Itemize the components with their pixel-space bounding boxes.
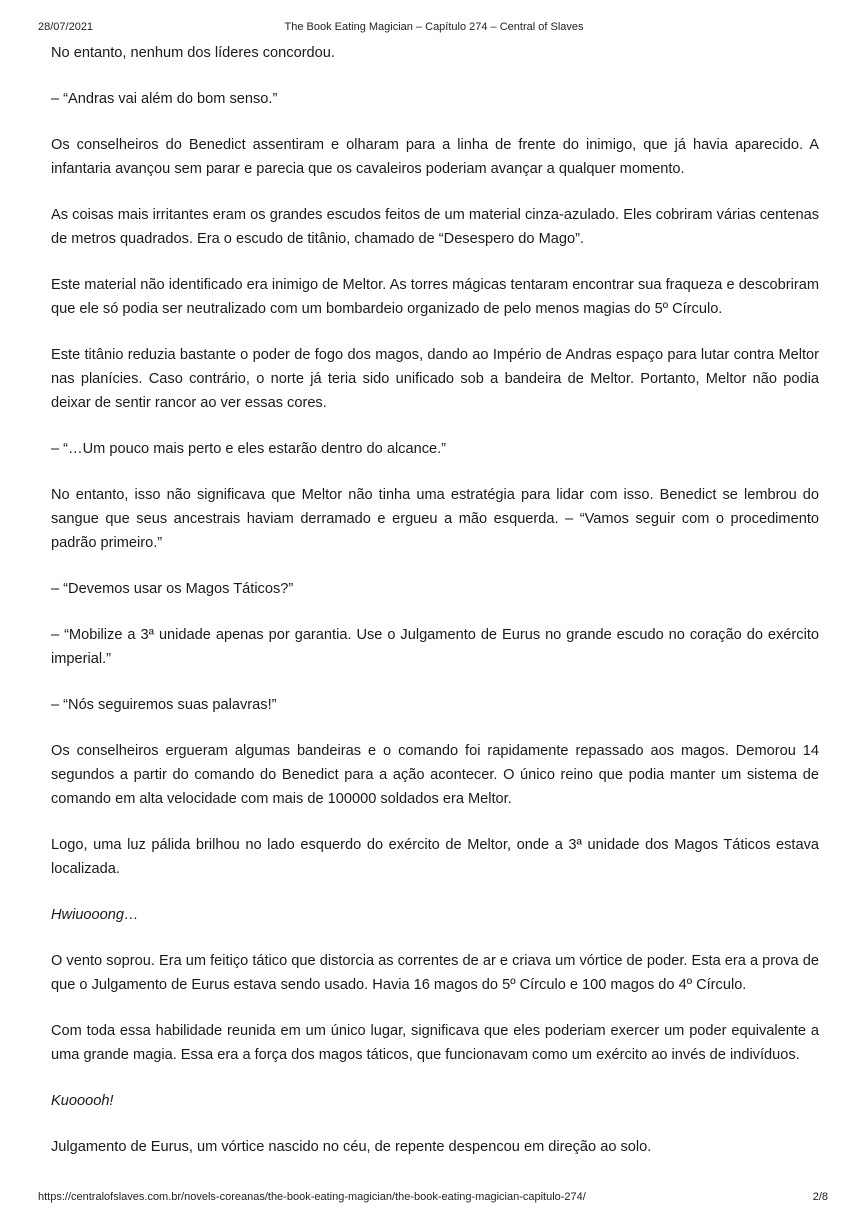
page-title: The Book Eating Magician – Capítulo 274 – Central of Slaves (284, 21, 584, 33)
paragraph: Com toda essa habilidade reunida em um único lugar, significava que eles poderiam exercer um poder equivalente a uma grande magia. Essa era a força dos magos táticos, que funcionavam como um exército ao invés de indivíduos. (51, 1023, 819, 1063)
page-number: 2/8 (812, 1191, 828, 1203)
paragraph: – “Mobilize a 3ª unidade apenas por garantia. Use o Julgamento de Eurus no grande escudo no coração do exército imperial.” (51, 627, 819, 667)
paragraph: Logo, uma luz pálida brilhou no lado esquerdo do exército de Meltor, onde a 3ª unidade dos Magos Táticos estava localizada. (51, 837, 819, 877)
print-date: 28/07/2021 (38, 21, 94, 33)
paragraph: As coisas mais irritantes eram os grandes escudos feitos de um material cinza-azulado. Eles cobriram várias centenas de metros quadrados. Era o escudo de titânio, chamado de “Desespero do Mago”. (51, 207, 819, 247)
page-url: https://centralofslaves.com.br/novels-coreanas/the-book-eating-magician/the-book-eating-magician-capitulo-274/ (38, 1191, 586, 1203)
paragraph: Este material não identificado era inimigo de Meltor. As torres mágicas tentaram encontrar sua fraqueza e descobriram que ele só podia ser neutralizado com um bombardeio organizado de pelo menos magias do 5º Círculo. (51, 277, 819, 317)
paragraph: O vento soprou. Era um feitiço tático que distorcia as correntes de ar e criava um vórtice de poder. Esta era a prova de que o Julgamento de Eurus estava sendo usado. Havia 16 magos do 5º Círculo e 100 magos do 4º Círculo. (51, 953, 819, 993)
paragraph: Este titânio reduzia bastante o poder de fogo dos magos, dando ao Império de Andras espaço para lutar contra Meltor nas planícies. Caso contrário, o norte já teria sido unificado sob a bandeira de Meltor. Portanto, Meltor não podia deixar de sentir rancor ao ver essas cores. (51, 347, 819, 411)
paragraph: Os conselheiros do Benedict assentiram e olharam para a linha de frente do inimigo, que já havia aparecido. A infantaria avançou sem parar e parecia que os cavaleiros poderiam avançar a qualquer momento. (51, 137, 819, 177)
paragraph: – “Nós seguiremos suas palavras!” (51, 697, 277, 713)
paragraph: – “Andras vai além do bom senso.” (51, 91, 278, 107)
sound-effect: Kuooooh! (51, 1093, 114, 1109)
paragraph: – “Devemos usar os Magos Táticos?” (51, 581, 294, 597)
chapter-text (51, 41, 819, 1181)
paragraph: Julgamento de Eurus, um vórtice nascido no céu, de repente despencou em direção ao solo. (51, 1139, 652, 1155)
paragraph: – “…Um pouco mais perto e eles estarão dentro do alcance.” (51, 441, 447, 457)
sound-effect: Hwiuooong… (51, 907, 139, 923)
paragraph: No entanto, isso não significava que Meltor não tinha uma estratégia para lidar com isso. Benedict se lembrou do sangue que seus ancestrais haviam derramado e ergueu a mão esquerda. – “Vamos seguir com o procedimento padrão primeiro.” (51, 487, 819, 551)
paragraph: Os conselheiros ergueram algumas bandeiras e o comando foi rapidamente repassado aos magos. Demorou 14 segundos a partir do comando do Benedict para a ação acontecer. O único reino que podia manter um sistema de comando em alta velocidade com mais de 100000 soldados era Meltor. (51, 743, 819, 807)
paragraph: No entanto, nenhum dos líderes concordou. (51, 45, 335, 61)
